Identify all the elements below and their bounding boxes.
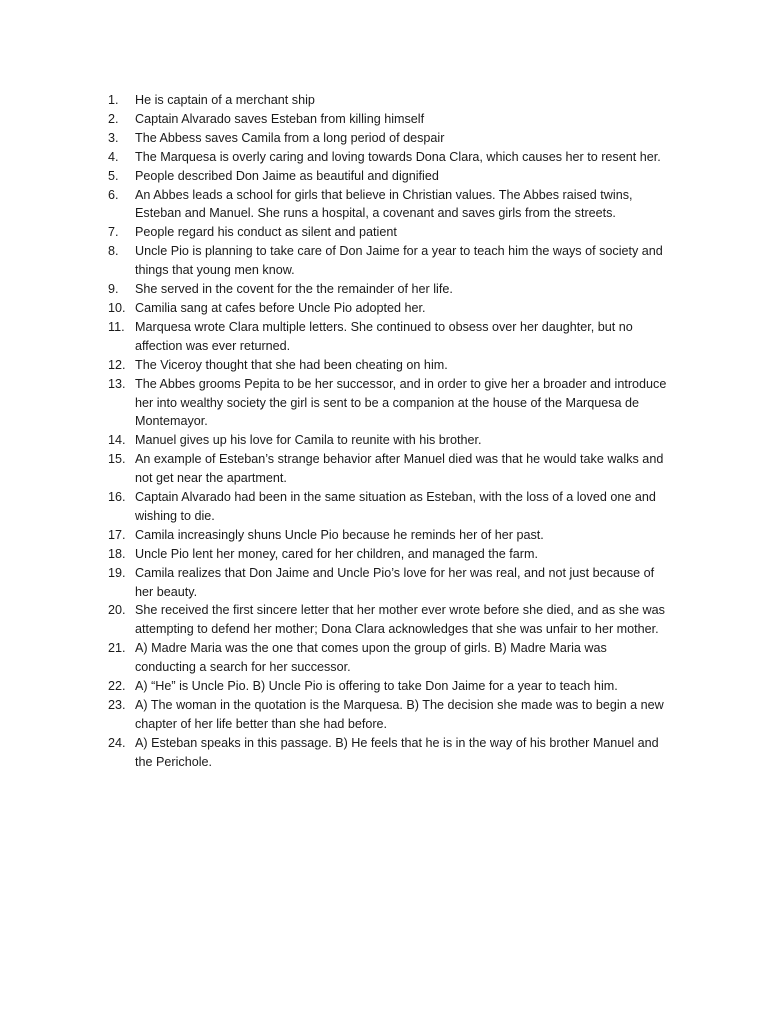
item-text: An Abbes leads a school for girls that believe in Christian values. The Abbes raised twins, Esteban and Manuel. She runs a hospital, a covenant and saves girls from the streets. — [135, 187, 633, 221]
item-number: 1. — [108, 93, 119, 107]
list-item — [108, 450, 668, 488]
list-item — [108, 639, 668, 677]
item-text: The Abbess saves Camila from a long period of despair — [135, 130, 445, 145]
item-number: 2. — [108, 111, 119, 126]
item-number: 4. — [108, 149, 119, 164]
item-text: The Viceroy thought that she had been cheating on him. — [135, 357, 448, 372]
item-text: A) Madre Maria was the one that comes upon the group of girls. B) Madre Maria was conducting a search for her successor. — [135, 641, 607, 675]
list-item — [108, 318, 668, 356]
item-text: Uncle Pio lent her money, cared for her children, and managed the farm. — [135, 546, 538, 561]
item-number: 19. — [108, 565, 126, 580]
item-number: 14. — [108, 433, 126, 448]
item-number: 3. — [108, 130, 119, 145]
item-text: Camila increasingly shuns Uncle Pio because he reminds her of her past. — [135, 527, 544, 542]
list-item — [108, 280, 668, 299]
item-text: A) “He” is Uncle Pio. B) Uncle Pio is offering to take Don Jaime for a year to teach him. — [135, 679, 618, 694]
list-item — [108, 223, 668, 242]
list-item — [108, 734, 668, 772]
item-text: Captain Alvarado had been in the same situation as Esteban, with the loss of a loved one and wishing to die. — [135, 490, 656, 523]
item-text: Camila realizes that Don Jaime and Uncle Pio’s love for her was real, and not just because of her beauty. — [135, 565, 655, 599]
item-number: 16. — [108, 490, 126, 505]
item-number: 8. — [108, 244, 119, 259]
item-number: 13. — [108, 376, 126, 391]
list-item — [108, 167, 668, 186]
item-text: She received the first sincere letter that her mother ever wrote before she died, and as she was attempting to defend her mother; Dona Clara acknowledges that she was unfair to her mother. — [135, 603, 665, 637]
item-text: A) Esteban speaks in this passage. B) He feels that he is in the way of his brother Manuel and the Perichole. — [135, 735, 659, 769]
list-item — [108, 677, 668, 696]
item-number: 24. — [108, 735, 126, 750]
list-item — [108, 356, 668, 375]
item-number: 21. — [108, 641, 126, 656]
list-item — [108, 564, 668, 602]
answer-list — [108, 91, 668, 772]
item-text: The Abbes grooms Pepita to be her successor, and in order to give her a broader and introduce her into wealthy society the girl is sent to be a companion at the house of the Marquesa de Montemayor. — [135, 376, 667, 429]
item-text: An example of Esteban’s strange behavior after Manuel died was that he would take walks and not get near the apartment. — [135, 452, 664, 486]
list-item — [108, 526, 668, 545]
item-text: People described Don Jaime as beautiful and dignified — [135, 168, 439, 183]
item-number: 7. — [108, 225, 119, 240]
item-number: 10. — [108, 300, 126, 315]
item-text: She served in the covent for the the remainder of her life. — [135, 282, 453, 297]
list-item — [108, 110, 668, 129]
item-text: The Marquesa is overly caring and loving towards Dona Clara, which causes her to resent her. — [135, 149, 661, 164]
item-text: Captain Alvarado saves Esteban from killing himself — [135, 111, 425, 126]
item-number: 23. — [108, 698, 126, 712]
list-item — [108, 299, 668, 318]
item-text: Uncle Pio is planning to take care of Don Jaime for a year to teach him the ways of society and things that young men know. — [135, 244, 663, 278]
list-item — [108, 696, 668, 734]
item-number: 5. — [108, 168, 119, 183]
item-text: A) The woman in the quotation is the Marquesa. B) The decision she made was to begin a new chapter of her life better than she had before. — [135, 698, 664, 731]
item-number: 6. — [108, 187, 119, 202]
item-number: 22. — [108, 679, 126, 694]
list-item — [108, 488, 668, 526]
item-text: Manuel gives up his love for Camila to reunite with his brother. — [135, 433, 482, 448]
item-number: 11. — [108, 319, 125, 334]
list-item — [108, 545, 668, 564]
item-number: 9. — [108, 282, 119, 297]
item-number: 20. — [108, 603, 126, 618]
list-item — [108, 148, 668, 167]
list-item — [108, 91, 668, 110]
list-item — [108, 375, 668, 432]
list-item — [108, 601, 668, 639]
item-number: 18. — [108, 546, 126, 561]
item-text: Marquesa wrote Clara multiple letters. She continued to obsess over her daughter, but no affection was ever returned. — [135, 319, 633, 353]
list-item — [108, 186, 668, 224]
list-item — [108, 242, 668, 280]
item-number: 17. — [108, 527, 126, 542]
item-number: 12. — [108, 357, 126, 372]
list-item — [108, 431, 668, 450]
item-text: Camilia sang at cafes before Uncle Pio adopted her. — [135, 300, 426, 315]
item-text: He is captain of a merchant ship — [135, 93, 315, 107]
list-item — [108, 129, 668, 148]
item-number: 15. — [108, 452, 126, 467]
item-text: People regard his conduct as silent and patient — [135, 225, 397, 240]
